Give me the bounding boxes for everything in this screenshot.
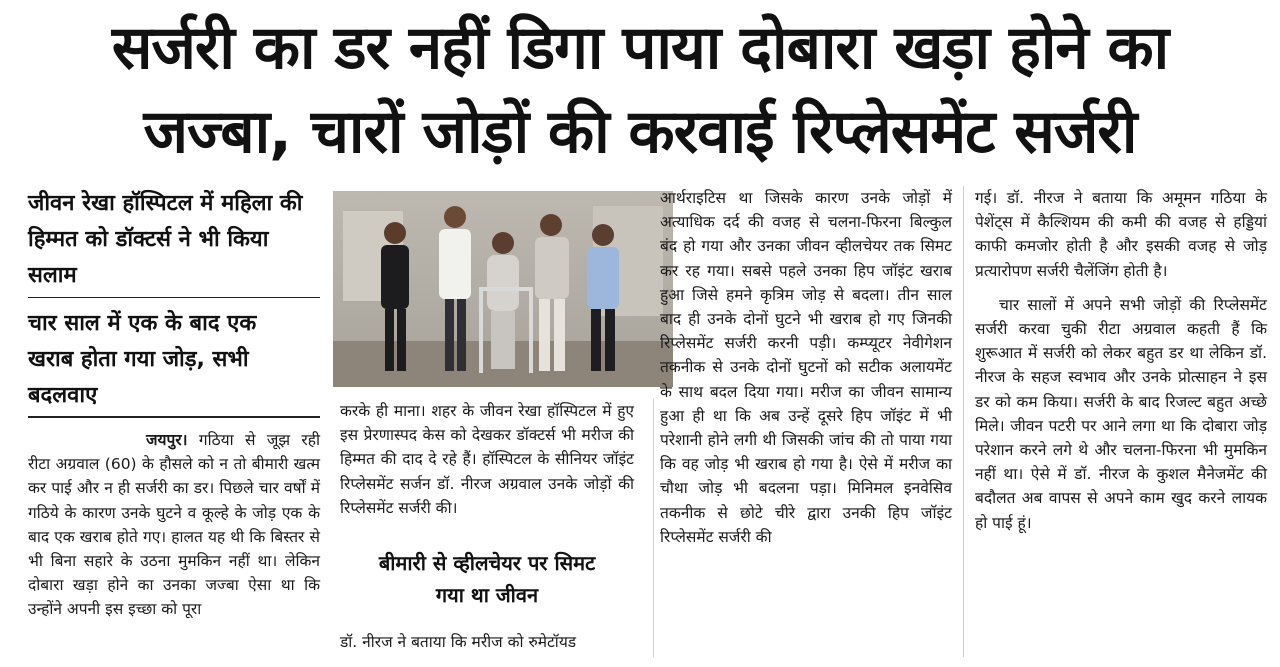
column-4-text-2: चार सालों में अपने सभी जोड़ों की रिप्लेसमेंट सर्जरी करवा चुकी रीटा अग्रवाल कहती हैं कि शुरूआत में सर्जरी को लेकर बहुत डर था लेकिन डॉ. नीरज के सहज स्वभाव और उनके प्रोत्साहन ने इस डर को कम किया। सर्जरी के बाद रिजल्ट बहुत अच्छे मिले। जीवन पटरी पर आने लगा था कि दोबारा जोड़ परेशान करने लगे थे और चलना-फिरना भी मुमकिन नहीं था। ऐसे में डॉ. नीरज के कुशल मैनेजमेंट की बदौलत अब वापस से अपने काम खुद करने लायक हो पाई हूं। [975,295,1267,532]
column-2-subhead-line-2: गया था जीवन [435,583,539,607]
subhead-2-line-1: चार साल में एक के बाद एक [28,311,257,336]
subhead-bottom-rule [28,416,320,418]
column-separator-2-3 [653,399,654,657]
column-2-subhead [340,547,634,611]
headline-line-1: सर्जरी का डर नहीं डिगा पाया दोबारा खड़ा होने का [111,13,1169,83]
subhead-block-2 [28,306,320,414]
column-3 [660,186,952,549]
column-2-text: करके ही माना। शहर के जीवन रेखा हॉस्पिटल में हुए इस प्रेरणास्पद केस को देखकर डॉक्टर्स भी मरीज की हिम्मत की दाद दे रहे हैं। हॉस्पिटल के सीनियर जॉइंट रिप्लेसमेंट सर्जन डॉ. नीरज अग्रवाल उनके जोड़ों की रिप्लेसमेंट सर्जरी की। [340,402,634,517]
subhead-1-line-1: जीवन रेखा हॉस्पिटल में महिला की [28,191,303,216]
column-4 [975,186,1267,535]
column-2 [340,399,634,520]
headline-line-2: जज्बा, चारों जोड़ों की करवाई रिप्लेसमेंट सर्जरी [143,97,1137,167]
column-separator-3-4 [963,186,964,657]
subhead-1-line-3: सलाम [28,263,77,288]
column-1-text: गठिया से जूझ रही रीटा अग्रवाल (60) के हौसले को न तो बीमारी खत्म कर पाई और न ही सर्जरी का डर। पिछले चार वर्षों में गठिये के कारण उनके घुटने व कूल्हे के जोड़ एक के बाद एक खराब होते गए। हालत यह थी कि बिस्तर से भी बिना सहारे के उठना मुमकिन नहीं था। लेकिन दोबारा खड़ा होने का उनका जज्बा ऐसा था कि उन्होंने अपनी इस इच्छा को पूरा [28,431,320,619]
subhead-1-line-2: हिम्मत को डॉक्टर्स ने भी किया [28,227,269,252]
column-3-text: आर्थराइटिस था जिसके कारण उनके जोड़ों में अत्याधिक दर्द की वजह से चलना-फिरना बिल्कुल बंद हो गया और उनका जीवन व्हीलचेयर तक सिमट कर रह गया। सबसे पहले उनका हिप जॉइंट खराब हुआ जिसे हमने कृत्रिम जोड़ से बदला। तीन साल बाद ही उनके दोनों घुटने भी खराब हो गए जिनकी रिप्लेसमेंट सर्जरी करनी पड़ी। कम्प्यूटर नेवीगेशन तकनीक से उनके दोनों घुटनों को सटीक अलायमेंट के साथ बदल दिया गया। मरीज का जीवन सामान्य हुआ ही था कि अब उन्हें दूसरे हिप जॉइंट में भी परेशानी होने लगी थी जिसकी जांच की तो पाया गया कि वह जोड़ भी खराब हो गया है। ऐसे में मरीज का चौथा जोड़ भी बदलना पड़ा। मिनिमल इनवेसिव तकनीक से छोटे चीरे द्वारा उनकी हिप जॉइंट रिप्लेसमेंट सर्जरी की [660,189,952,546]
column-2-continued [340,630,634,654]
article-photo [333,191,673,387]
column-4-text: गई। डॉ. नीरज ने बताया कि अमूमन गठिया के पेशेंट्स में कैल्शियम की कमी की वजह से हड्डियां काफी कमजोर होती है और इसकी वजह से जोड़ प्रत्यारोपण सर्जरी चैलेंजिंग होती है। [975,189,1267,280]
subhead-block-1 [28,186,320,294]
subhead-2-line-2: खराब होता गया जोड़, सभी [28,347,249,372]
column-2-subhead-line-1: बीमारी से व्हीलचेयर पर सिमट [378,551,596,575]
dateline: जयपुर। [146,431,188,449]
subhead-2-line-3: बदलवाए [28,383,98,408]
column-1 [28,428,320,622]
column-2-text-2: डॉ. नीरज ने बताया कि मरीज को रुमेटॉयड [340,633,577,651]
subhead-divider [28,297,320,298]
